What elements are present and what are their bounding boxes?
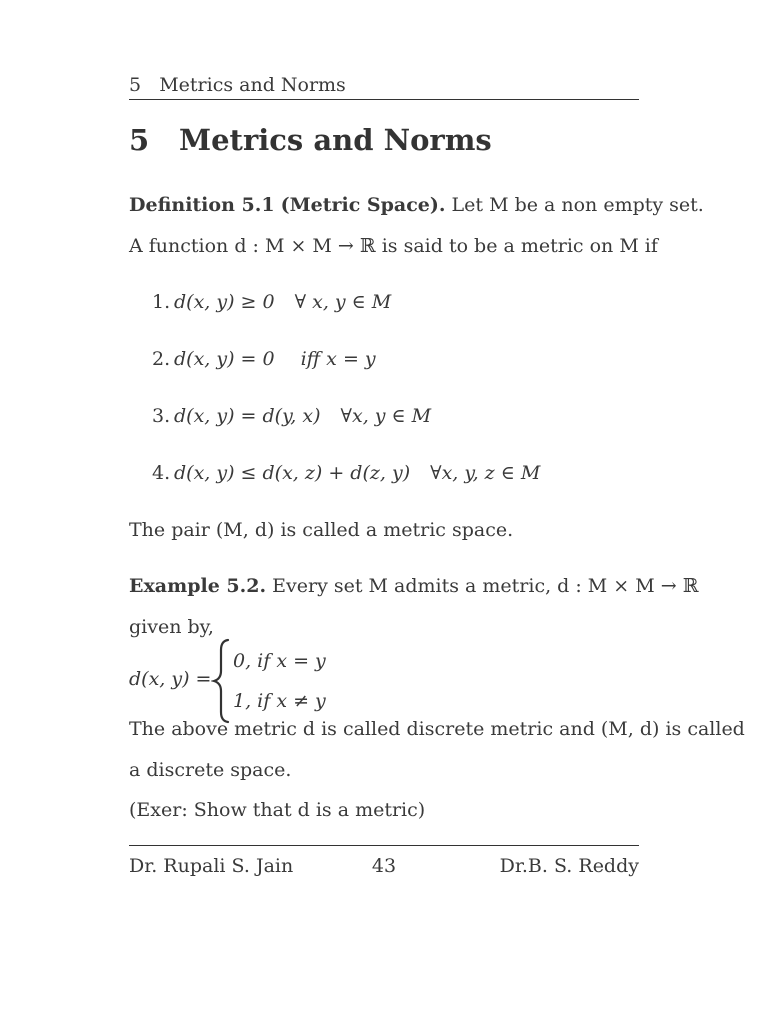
header-rule — [129, 99, 639, 100]
axiom-1 — [152, 289, 391, 315]
left-brace-icon — [211, 638, 233, 724]
definition-name: (Metric Space). — [280, 194, 446, 216]
page-footer — [129, 853, 639, 879]
axiom-3-condition: ∀x, y ∈ M — [340, 405, 432, 427]
example-after-line-1: The above metric d is called discrete metric and (M, d) is called — [129, 718, 745, 740]
example-line-2: given by, — [129, 616, 214, 638]
axiom-2 — [152, 346, 376, 372]
section-title-text: Metrics and Norms — [179, 123, 492, 157]
axiom-1-number: 1. — [152, 291, 171, 313]
axiom-2-number: 2. — [152, 348, 171, 370]
example-line-1 — [129, 573, 699, 599]
axiom-1-formula: d(x, y) ≥ 0 — [174, 291, 275, 313]
running-head: 5 Metrics and Norms — [129, 74, 346, 96]
axiom-4-condition: ∀x, y, z ∈ M — [430, 462, 541, 484]
definition-line-1 — [129, 192, 704, 218]
piecewise-case-1: 0, if x = y — [233, 650, 326, 672]
definition-line-2: A function d : M × M → ℝ is said to be a metric on M if — [129, 235, 658, 257]
axiom-3-number: 3. — [152, 405, 171, 427]
axiom-4-formula: d(x, y) ≤ d(x, z) + d(z, y) — [174, 462, 411, 484]
axiom-3-formula: d(x, y) = d(y, x) — [174, 405, 321, 427]
axiom-2-formula: d(x, y) = 0 — [174, 348, 275, 370]
axiom-4-number: 4. — [152, 462, 171, 484]
example-line-1-rest: Every set M admits a metric, d : M × M → ℝ — [266, 575, 699, 597]
piecewise-case-2: 1, if x ≠ y — [233, 690, 326, 712]
exercise-note: (Exer: Show that d is a metric) — [129, 799, 426, 821]
axiom-2-condition: iff x = y — [300, 348, 376, 370]
page-number: 43 — [371, 855, 397, 877]
axiom-3 — [152, 403, 431, 429]
piecewise-lhs: d(x, y) = — [129, 668, 212, 690]
axiom-4 — [152, 460, 540, 486]
section-title — [129, 120, 639, 160]
pair-sentence: The pair (M, d) is called a metric space. — [129, 519, 514, 541]
definition-label: Definition 5.1 — [129, 194, 275, 216]
footer-rule — [129, 845, 639, 846]
footer-author-right: Dr.B. S. Reddy — [499, 855, 639, 877]
axiom-1-condition: ∀ x, y ∈ M — [294, 291, 392, 313]
example-label: Example 5.2. — [129, 575, 267, 597]
definition-line-1-rest: Let M be a non empty set. — [445, 194, 704, 216]
footer-author-left: Dr. Rupali S. Jain — [129, 855, 294, 877]
piecewise-definition — [129, 638, 529, 724]
section-number: 5 — [129, 123, 150, 157]
example-after-line-2: a discrete space. — [129, 759, 292, 781]
